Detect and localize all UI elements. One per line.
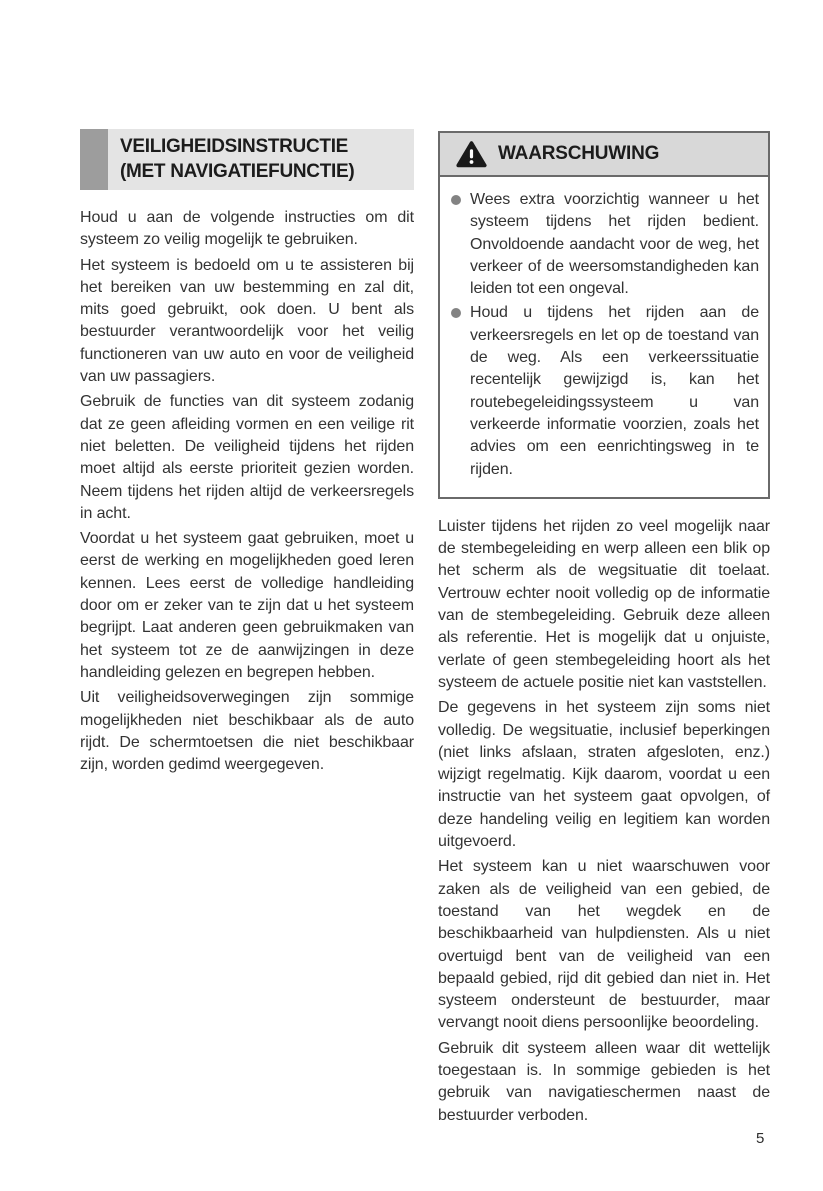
section-header-accent-block — [80, 129, 108, 190]
warning-body — [440, 177, 768, 497]
bullet-icon — [451, 308, 461, 318]
bullet-icon — [451, 195, 461, 205]
warning-list-item — [450, 189, 759, 300]
left-paragraph-1: Houd u aan de volgende instructies om dit systeem zo veilig mogelijk te gebruiken. — [80, 209, 414, 249]
warning-header — [440, 133, 768, 177]
left-paragraph-2: Het systeem is bedoeld om u te assisteren bij het bereiken van uw bestemming en zal dit, mits goed gebruikt, ook doen. U bent als bestuurder verantwoordelijk voor het veilig functioneren van uw auto en voor de veiligheid van uw passagiers. — [80, 256, 414, 386]
section-title-area — [108, 129, 414, 190]
left-paragraph-4: Voordat u het systeem gaat gebruiken, moet u eerst de werking en mogelijkheden goed leren kennen. Lees eerst de volledige handleiding door om er zeker van te zijn dat u het systeem begrijpt. Laat anderen geen gebruikmaken van het systeem tot ze de aanwijzingen in deze handleiding gelezen en begrepen hebben. — [80, 530, 414, 681]
right-paragraph-4: Gebruik dit systeem alleen waar dit wettelijk toegestaan is. In sommige gebieden is het gebruik van navigatieschermen naast de bestuurder verboden. — [438, 1039, 770, 1124]
left-paragraph-5: Uit veiligheidsoverwegingen zijn sommige mogelijkheden niet beschikbaar als de auto rijdt. De schermtoetsen die niet beschikbaar zijn, worden gedimd weergegeven. — [80, 689, 414, 774]
page-title-line2: (MET NAVIGATIEFUNCTIE) — [120, 161, 355, 182]
warning-list-item — [450, 302, 759, 480]
page-title-line1: VEILIGHEIDSINSTRUCTIE — [120, 136, 349, 157]
warning-triangle-icon — [456, 141, 487, 168]
warning-item-text: Wees extra voorzichtig wanneer u het systeem tijdens het rijden bedient. Onvoldoende aandacht voor de weg, het verkeer of de weersomstandigheden kan leiden tot een ongeval. — [470, 191, 759, 298]
warning-item-text: Houd u tijdens het rijden aan de verkeersregels en let op de toestand van de weg. Als een verkeerssituatie recentelijk gewijzigd is, kan het routebegeleidingssysteem u van verkeerde informatie voorzien, zoals het advies om een eenrichtingsweg in te rijden. — [470, 304, 759, 478]
warning-box — [438, 131, 770, 499]
left-column — [80, 129, 414, 779]
right-paragraph-3: Het systeem kan u niet waarschuwen voor zaken als de veiligheid van een gebied, de toestand van het wegdek en de beschikbaarheid van hulpdiensten. Als u niet overtuigd bent van de veiligheid van een bepaald gebied, rijd dit gebied dan niet in. Het systeem ondersteunt de bestuurder, maar vervangt nooit diens persoonlijke beoordeling. — [438, 858, 770, 1032]
right-column — [438, 131, 770, 1130]
left-paragraph-3: Gebruik de functies van dit systeem zodanig dat ze geen afleiding vormen en een veilige rit niet beletten. De veiligheid tijdens het rijden moet altijd als eerste prioriteit gezien worden. Neem tijdens het rijden altijd de verkeersregels in acht. — [80, 393, 414, 522]
right-paragraph-2: De gegevens in het systeem zijn soms niet volledig. De wegsituatie, inclusief beperkingen (niet links afslaan, straten afgesloten, enz.) wijzigt regelmatig. Kijk daarom, voordat u een instructie van het systeem gaat opvolgen, of deze handeling veilig en legitiem kan worden uitgevoerd. — [438, 699, 770, 851]
page-number: 5 — [756, 1130, 765, 1147]
right-paragraph-1: Luister tijdens het rijden zo veel mogelijk naar de stembegeleiding en werp alleen een blik op het scherm als de wegsituatie dit toelaat. Vertrouw echter nooit volledig op de informatie van de stembegeleiding. Gebruik deze alleen als referentie. Het is mogelijk dat u onjuiste, verlate of geen stembegeleiding hoort als het systeem de actuele positie niet kan vaststellen. — [438, 517, 770, 691]
warning-title: WAARSCHUWING — [498, 143, 660, 164]
section-header — [80, 129, 414, 190]
